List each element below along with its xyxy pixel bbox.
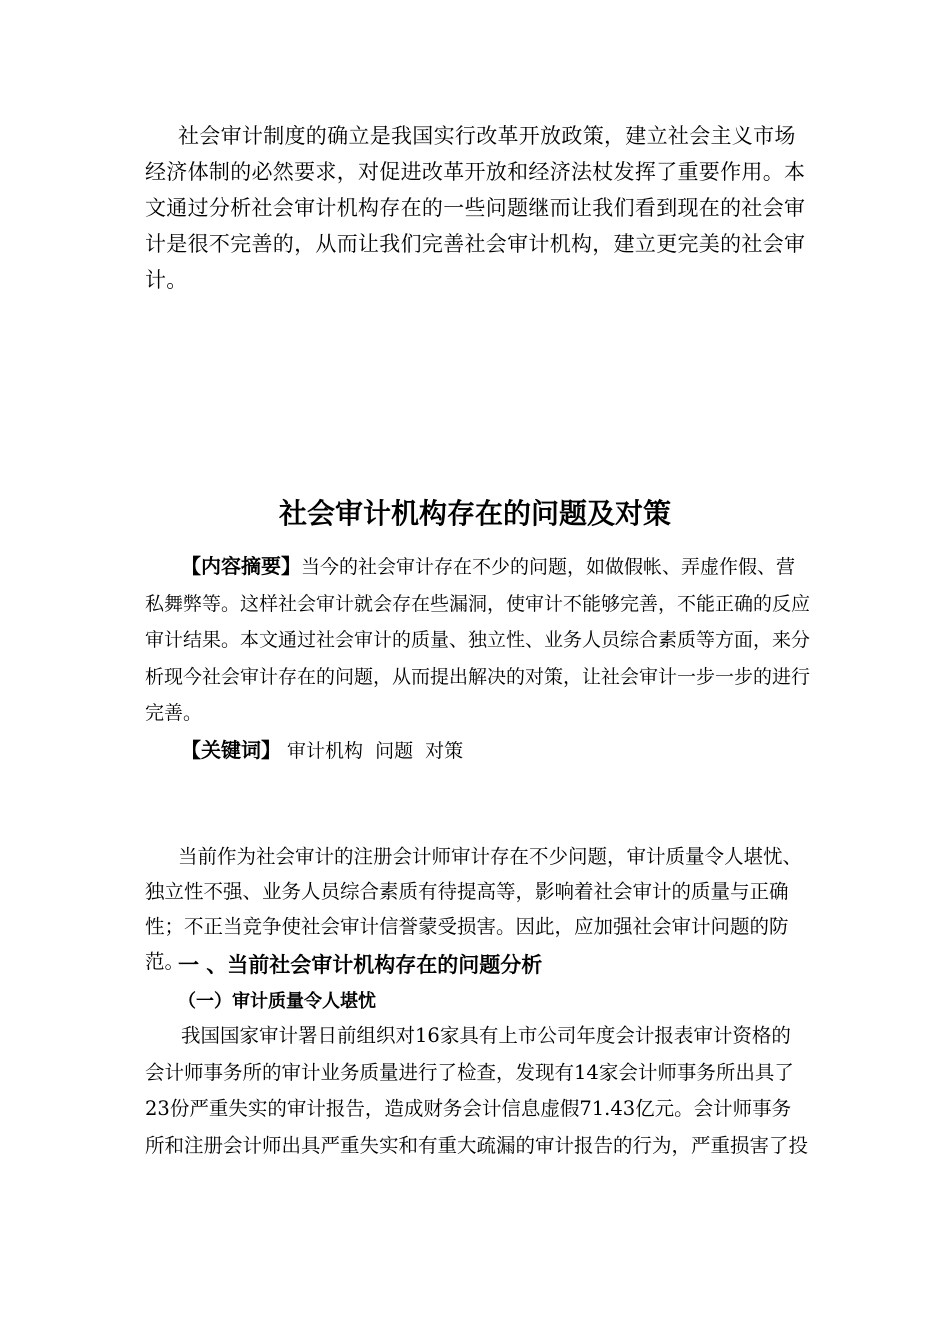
body-paragraph-2: 我国国家审计署日前组织对16家具有上市公司年度会计报表审计资格的会计师事务所的审计业务质量进行了检查，发现有14家会计师事务所出具了23份严重失实的审计报告，造成财务会计信息虚假71.43亿元。会计师事务所和注册会计师出具严重失实和有重大疏漏的审计报告的行为，严重损害了投 [145, 1024, 809, 1157]
abstract-label: 【内容摘要】 [181, 554, 301, 578]
subsection-heading-1: （一）审计质量令人堪忧 [178, 991, 376, 1012]
page-title: 社会审计机构存在的问题及对策 [278, 497, 671, 530]
abstract-paragraph [145, 548, 810, 732]
abstract-text: 当今的社会审计存在不少的问题，如做假帐、弄虚作假、营私舞弊等。这样社会审计就会存在些漏洞，使审计不能够完善，不能正确的反应审计结果。本文通过社会审计的质量、独立性、业务人员综合素质等方面，来分析现今社会审计存在的问题，从而提出解决的对策，让社会审计一步一步的进行完善。 [145, 556, 811, 724]
keywords-label: 【关键词】 [181, 738, 281, 762]
intro-paragraph: 社会审计制度的确立是我国实行改革开放政策，建立社会主义市场经济体制的必然要求，对促进改革开放和经济法杖发挥了重要作用。本文通过分析社会审计机构存在的一些问题继而让我们看到现在的社会审计是很不完善的，从而让我们完善社会审计机构，建立更完美的社会审计。 [145, 124, 806, 292]
keywords-line [145, 732, 810, 769]
body-paragraph-1: 当前作为社会审计的注册会计师审计存在不少问题，审计质量令人堪忧、独立性不强、业务人员综合素质有待提高等，影响着社会审计的质量与正确性；不正当竞争使社会审计信誉蒙受损害。因此，应加强社会审计问题的防范。 [145, 845, 803, 973]
section-heading-1: 一 、当前社会审计机构存在的问题分析 [178, 953, 543, 977]
keywords-text: 审计机构 问题 对策 [287, 740, 464, 762]
